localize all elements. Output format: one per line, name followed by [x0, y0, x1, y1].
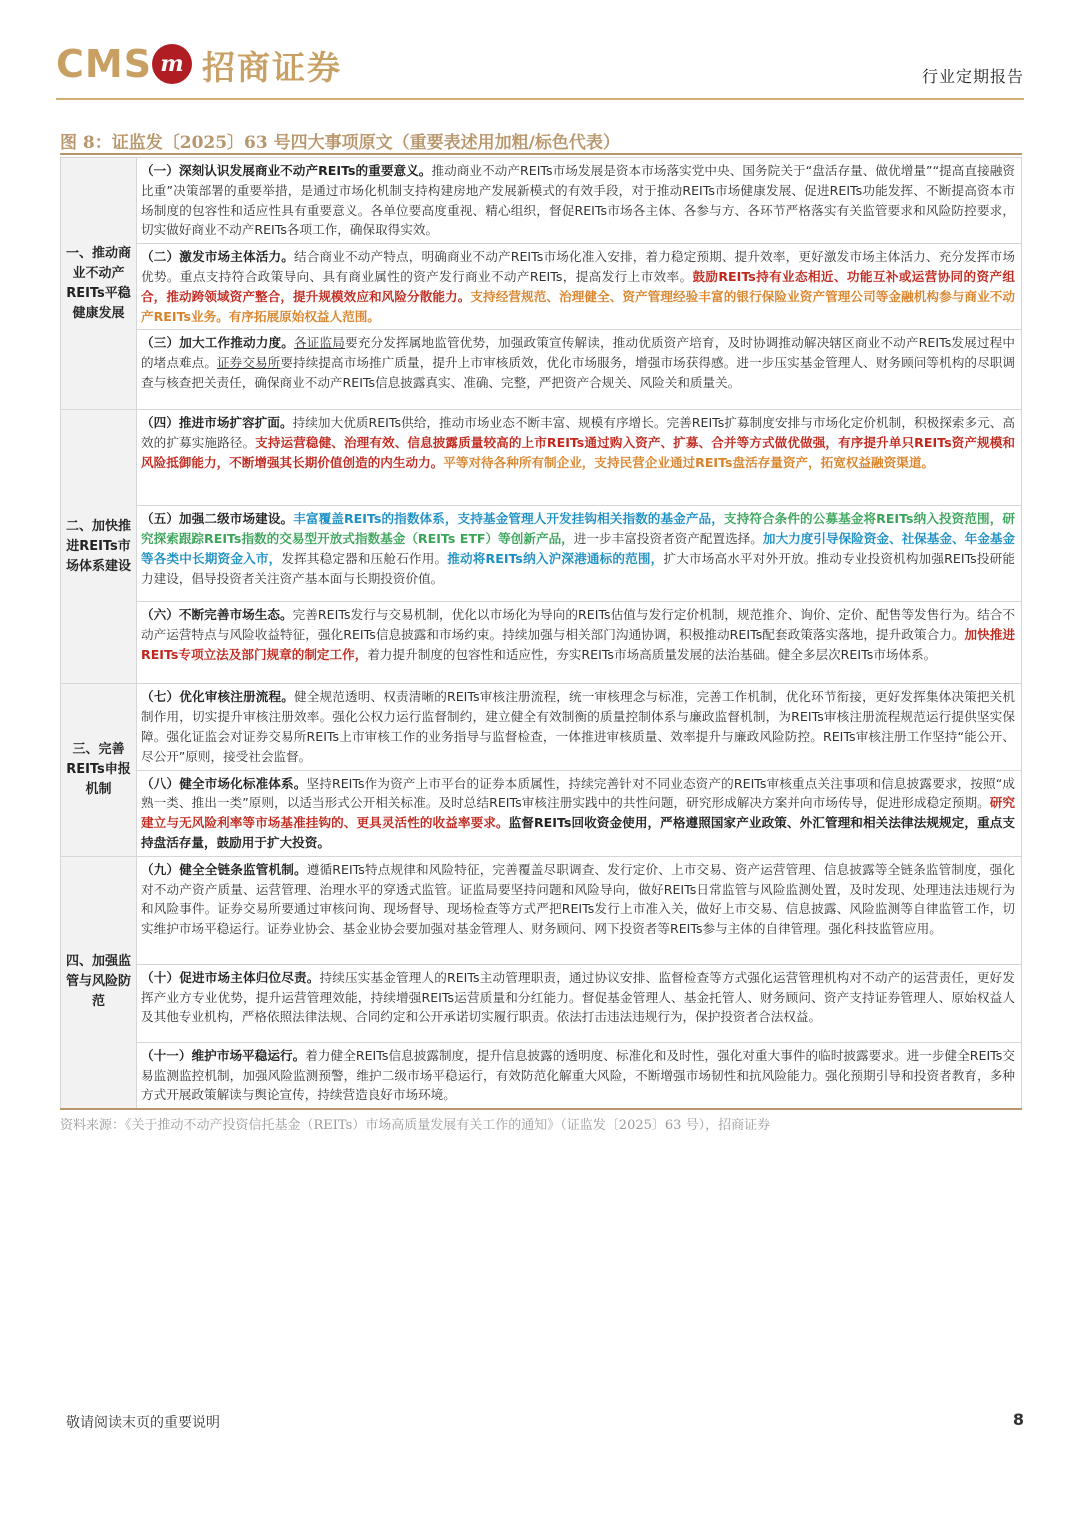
- figure-title-divider: [60, 153, 1022, 155]
- page-number: 8: [1012, 1410, 1024, 1429]
- item-cell: [137, 964, 1022, 1042]
- table-row: [61, 506, 1022, 602]
- text-segment: 发挥其稳定器和压舱石作用。: [281, 550, 448, 566]
- item-cell: [137, 770, 1022, 856]
- figure-title: 图 8：证监发〔2025〕63 号四大事项原文（重要表述用加粗/标色代表）: [60, 133, 620, 153]
- text-segment: （二）激发市场主体活力。: [141, 249, 294, 265]
- footer-notice: 敬请阅读末页的重要说明: [66, 1415, 220, 1431]
- table-row: [61, 410, 1022, 506]
- logo-cms-text: CMS: [56, 42, 153, 86]
- text-segment: 监督REITs回收资金使用，严格遵照国家产业政策、外汇管理和相关法律法规规定，重点支持盘活存量，鼓励用于扩大投资。: [141, 815, 1016, 850]
- logo-chinese-text: 招商证券: [202, 48, 342, 87]
- text-segment: 要持续提高市场推广质量，提升上市审核质效，优化市场服务，增强市场获得感。进一步压实基金管理人、财务顾问等机构的尽职调查与核查把关责任，确保商业不动产REITs信息披露真实、准确、完整，严把资产合规关、风险关和质量关。: [141, 355, 1016, 390]
- logo-badge-icon: m: [152, 44, 192, 84]
- text-segment: 持续加大优质REITs供给，推动市场业态不断丰富、规模有序增长。完善REITs扩募制度安排与市场化定价机制，积极探索多元、高效的扩募实施路径。: [141, 415, 1016, 451]
- text-segment: （四）推进市场扩容扩面。: [141, 415, 293, 431]
- text-segment: 着力健全REITs信息披露制度，提升信息披露的透明度、标准化和及时性，强化对重大事件的临时披露要求。进一步健全REITs交易监测监控机制，加强风险监测预警，维护二级市场平稳运行，有效防范化解重大风险，不断增强市场韧性和抗风险能力。强化预期引导和投资者教育，多种方式开展政策解读与舆论宣传，持续营造良好市场环境。: [141, 1047, 1015, 1103]
- text-segment: 持续压实基金管理人的REITs主动管理职责，通过协议安排、监督检查等方式强化运营管理机构对不动产的运营责任，更好发挥产业方专业优势，提升运营管理效能，持续增强REITs运营质量和分红能力。督促基金管理人、基金托管人、财务顾问、资产支持证券管理人、原始权益人及其他专业机构，严格依照法律法规、合同约定和公开承诺切实履行职责。依法打击违法违规行为，保护投资者合法权益。: [141, 969, 1016, 1025]
- text-segment: 丰富覆盖REITs的指数体系，支持基金管理人开发挂钩相关指数的基金产品，: [293, 511, 724, 527]
- table-row: [61, 964, 1022, 1042]
- item-cell: [137, 410, 1022, 506]
- item-cell: [137, 602, 1022, 684]
- text-segment: （七）优化审核注册流程。: [141, 689, 294, 705]
- text-segment: 遵循REITs特点规律和风险特征，完善覆盖尽职调查、发行定价、上市交易、资产运营管理、信息披露等全链条监管制度，强化对不动产资产质量、运营管理、治理水平的穿透式监管。证监局要坚持问题和风险导向，做好REITs日常监管与风险监测处置，及时发现、处理违法违规行为和风险事件。证券交易所要通过审核问询、现场督导、现场检查等方式严把REITs发行上市准入关，做好上市交易、信息披露、风险监测等自律监管工作，切实维护市场平稳运行。证券业协会、基金业协会要加强对基金管理人、财务顾问、网下投资者等REITs参与主体的自律管理。强化科技监管应用。: [141, 861, 1015, 937]
- text-segment: 鼓励REITs持有业态相近、功能互补或运营协同的资产组合，推动跨领域资产整合，提升规模效应和风险分散能力。: [141, 268, 1015, 304]
- table-row: [61, 158, 1022, 244]
- text-segment: （三）加大工作推动力度。: [141, 335, 294, 351]
- header-divider: [56, 98, 1024, 100]
- text-segment: 平等对待各种所有制企业，支持民营企业通过REITs盘活存量资产，拓宽权益融资渠道。: [443, 454, 935, 470]
- category-cell: 三、完善REITs申报机制: [61, 684, 137, 856]
- table-row: [61, 856, 1022, 964]
- table-row: [61, 602, 1022, 684]
- text-segment: 支持符合条件的公募基金将REITs纳入投资范围，研究探索跟踪REITs指数的交易型开放式指数基金（REITs ETF）等创新产品，: [141, 511, 1016, 547]
- text-segment: 着力提升制度的包容性和适应性，夯实REITs市场高质量发展的法治基础。健全多层次REITs市场体系。: [367, 646, 937, 662]
- text-segment: 各证监局: [293, 335, 345, 351]
- text-segment: 完善REITs发行与交易机制，优化以市场化为导向的REITs估值与发行定价机制，规范推介、询价、定价、配售等发售行为。结合不动产运营特点与风险收益特征，强化REITs信息披露和市场约束。持续加强与相关部门沟通协调，积极推动REITs配套政策落实落地，提升政策合力。: [141, 607, 1016, 643]
- text-segment: （五）加强二级市场建设。: [141, 511, 294, 527]
- category-cell: 四、加强监管与风险防范: [61, 856, 137, 1108]
- item-cell: [137, 244, 1022, 330]
- category-cell: 二、加快推进REITs市场体系建设: [61, 410, 137, 684]
- source-note: 资料来源：《关于推动不动产投资信托基金（REITs）市场高质量发展有关工作的通知》（证监发〔2025〕63 号），招商证券: [60, 1118, 771, 1133]
- text-segment: 推动商业不动产REITs市场发展是资本市场落实党中央、国务院关于“盘活存量、做优增量”“提高直接融资比重”决策部署的重要举措，是通过市场化机制支持构建房地产发展新模式的有效手段，对于推动REITs市场健康发展、促进REITs功能发挥、不断提高资本市场制度的包容性和适应性具有重要意义。各单位要高度重视、精心组织，督促REITs市场各主体、各参与方、各环节严格落实有关监管要求和风险防控要求，切实做好商业不动产REITs各项工作，确保取得实效。: [141, 163, 1015, 238]
- policy-table: [60, 157, 1022, 1107]
- text-segment: 进一步丰富投资者资产配置选择。: [573, 531, 763, 547]
- text-segment: 要充分发挥属地监管优势，加强政策宣传解读，推动优质资产培育，及时协调推动解决辖区商业不动产REITs发展过程中的堵点难点。: [141, 335, 1016, 371]
- text-segment: （六）不断完善市场生态。: [141, 607, 293, 623]
- item-cell: [137, 158, 1022, 244]
- text-segment: 坚持REITs作为资产上市平台的证券本质属性，持续完善针对不同业态资产的REITs审核重点关注事项和信息披露要求，按照“成熟一类、推出一类”原则，以适当形式公开相关标准。及时总结REITs审核注册实践中的共性问题，研究形成解决方案并向市场传导，促进形成稳定预期。: [141, 775, 1015, 811]
- text-segment: 扩大市场高水平对外开放。推动专业投资机构加强REITs投研能力建设，倡导投资者关注资产基本面与长期投资价值。: [141, 550, 1016, 586]
- text-segment: 推动将REITs纳入沪深港通标的范围，: [447, 550, 664, 566]
- item-cell: [137, 856, 1022, 964]
- table-row: [61, 244, 1022, 330]
- text-segment: 加快推进REITs专项立法及部门规章的制定工作，: [141, 627, 1016, 662]
- category-cell: 一、推动商业不动产REITs平稳健康发展: [61, 158, 137, 410]
- table-row: [61, 330, 1022, 410]
- table-row: [61, 1042, 1022, 1108]
- text-segment: （一）深刻认识发展商业不动产REITs的重要意义。: [141, 163, 432, 178]
- text-segment: 证券交易所: [217, 355, 281, 371]
- report-type: 行业定期报告: [921, 67, 1024, 86]
- item-cell: [137, 1042, 1022, 1108]
- text-segment: （十）促进市场主体归位尽责。: [141, 969, 320, 985]
- page-header: [56, 38, 1024, 96]
- table-row: [61, 770, 1022, 856]
- text-segment: 健全规范透明、权责清晰的REITs审核注册流程，统一审核理念与标准，完善工作机制，优化环节衔接，更好发挥集体决策把关机制作用，切实提升审核注册效率。强化公权力运行监督制约，建立健全有效制衡的质量控制体系与廉政监督机制，为REITs审核注册流程规范运行提供坚实保障。强化证监会对证券交易所REITs上市审核工作的业务指导与监督检查，一体推进审核质量、效率提升与廉政风险防控。REITs审核注册工作坚持“能公开、尽公开”原则，接受社会监督。: [141, 689, 1015, 764]
- text-segment: （八）健全市场化标准体系。: [141, 775, 307, 791]
- text-segment: （十一）维护市场平稳运行。: [141, 1047, 306, 1063]
- text-segment: 研究建立与无风险利率等市场基准挂钩的、更具灵活性的收益率要求。: [141, 795, 1015, 831]
- text-segment: 支持运营稳健、治理有效、信息披露质量较高的上市REITs通过购入资产、扩募、合并等方式做优做强，有序提升单只REITs资产规模和风险抵御能力，不断增强其长期价值创造的内生动力。: [141, 435, 1016, 470]
- item-cell: [137, 506, 1022, 602]
- text-segment: （九）健全全链条监管机制。: [141, 861, 307, 877]
- text-segment: 结合商业不动产特点，明确商业不动产REITs市场化准入安排，着力稳定预期、提升效率，更好激发市场主体活力、充分发挥市场优势。重点支持符合政策导向、具有商业属性的资产发行商业不动产REITs，提高发行上市效率。: [141, 249, 1015, 284]
- item-cell: [137, 330, 1022, 410]
- text-segment: 支持经营规范、治理健全、资产管理经验丰富的银行保险业资产管理公司等金融机构参与商业不动产REITs业务。有序拓展原始权益人范围。: [141, 288, 1016, 324]
- item-cell: [137, 684, 1022, 770]
- table-row: [61, 684, 1022, 770]
- table-bottom-divider: [60, 1108, 1022, 1110]
- text-segment: 加大力度引导保险资金、社保基金、年金基金等各类中长期资金入市，: [141, 531, 1016, 566]
